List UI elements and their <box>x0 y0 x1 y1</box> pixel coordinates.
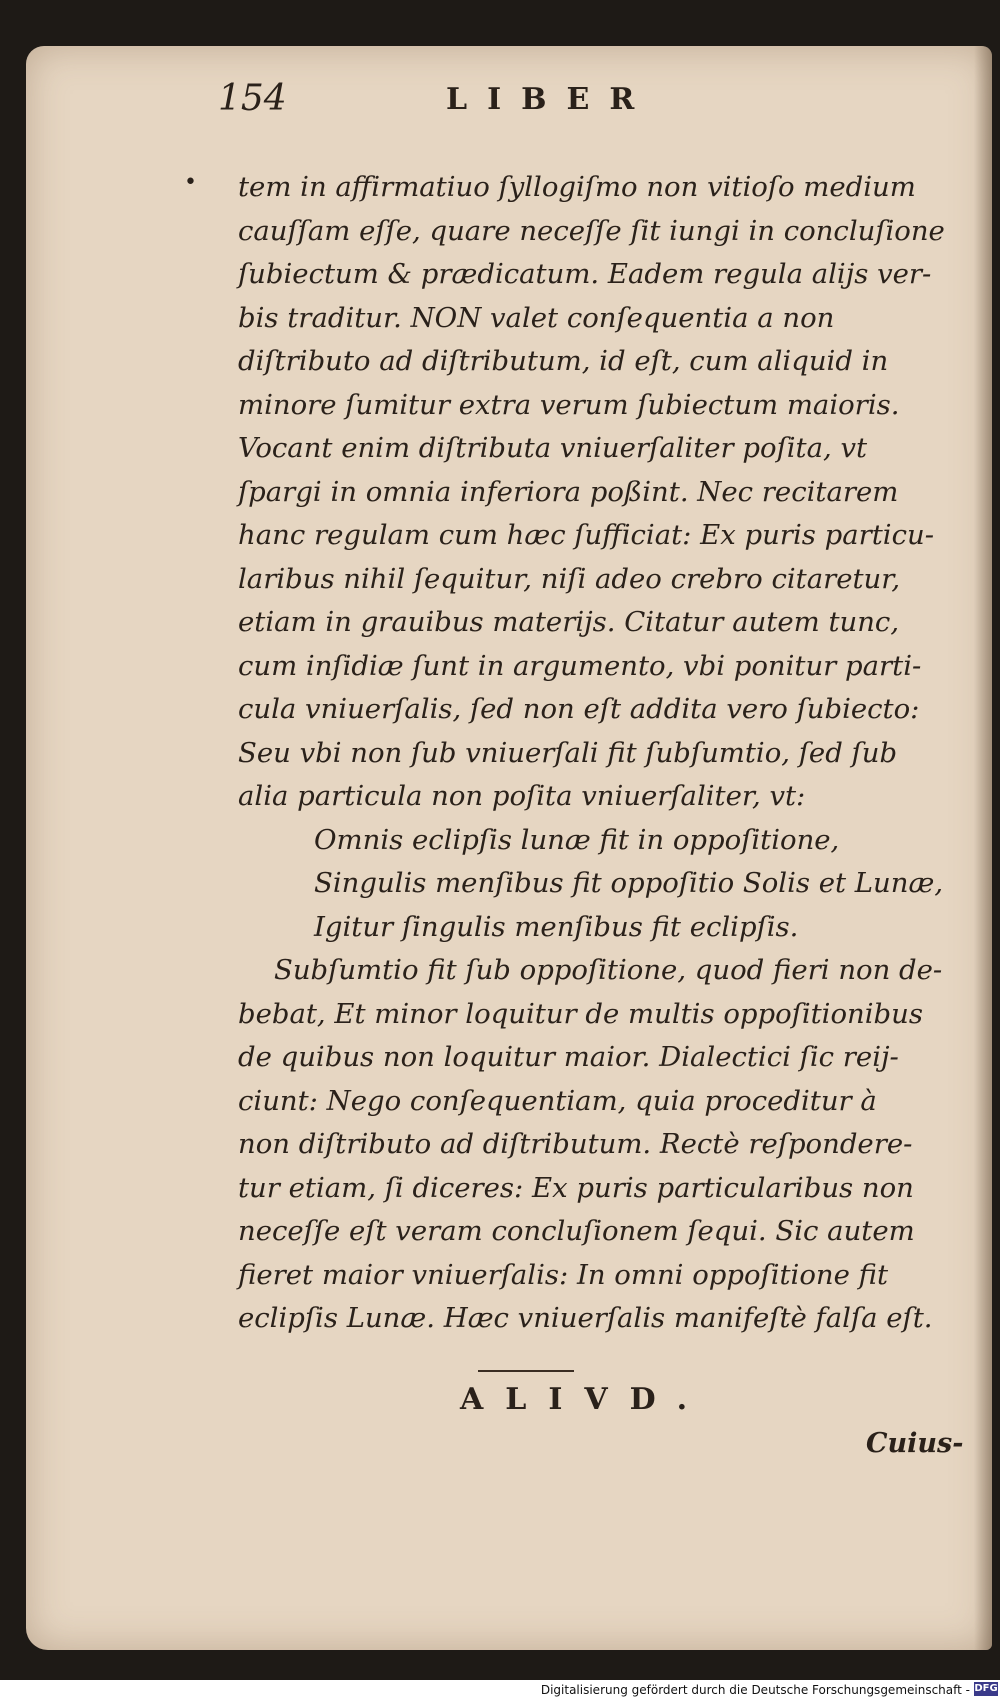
text-line: cauſſam eſſe, quare neceſſe ſit iungi in concluſione <box>238 214 945 247</box>
text-line: ciunt: Nego conſequentiam, quia proceditur à <box>238 1084 877 1117</box>
text-line: Seu vbi non ſub vniuerſali fit ſubſumtio, ſed ſub <box>238 736 898 769</box>
page-number: 154 <box>218 78 287 119</box>
text-line: alia particula non poſita vniuerſaliter, vt: <box>238 780 806 812</box>
page-catchword: Cuius- <box>866 1428 964 1459</box>
text-line: bis traditur. NON valet conſequentia a non <box>238 301 835 334</box>
page-edge-shadow <box>974 46 992 1650</box>
text-line: etiam in grauibus materijs. Citatur autem tunc, <box>238 606 900 638</box>
section-catchword: ALIVD. <box>460 1382 710 1417</box>
text-line: neceſſe eſt veram concluſionem ſequi. Sic autem <box>238 1215 915 1247</box>
footer-credit: Digitalisierung gefördert durch die Deutsche Forschungsgemeinschaft - <box>540 1683 970 1697</box>
text-line: minore ſumitur extra verum ſubiectum maioris. <box>238 388 900 421</box>
text-line: diſtributo ad diſtributum, id eſt, cum aliquid in <box>238 345 889 377</box>
margin-bullet: • <box>184 170 197 195</box>
text-line: eclipſis Lunæ. Hæc vniuerſalis manifeſtè falſa eſt. <box>238 1302 933 1334</box>
verse-line: Igitur ſingulis menſibus fit eclipſis. <box>314 910 799 943</box>
text-line: tur etiam, ſi diceres: Ex puris particularibus non <box>238 1171 914 1204</box>
text-line: cula vniuerſalis, ſed non eſt addita vero ſubiecto: <box>238 693 920 725</box>
running-head: LIBER <box>446 82 655 117</box>
text-line: ſubiectum & prædicatum. Eadem regula alijs ver- <box>238 258 932 290</box>
text-line: Vocant enim diſtributa vniuerſaliter poſita, vt <box>238 432 868 464</box>
digitization-footer <box>0 1680 1000 1700</box>
text-line: cum inſidiæ ſunt in argumento, vbi ponitur parti- <box>238 649 922 682</box>
text-line: de quibus non loquitur maior. Dialectici ſic reij- <box>238 1041 899 1073</box>
verse-line: Singulis menſibus fit oppoſitio Solis et Lunæ, <box>314 867 944 899</box>
text-line: fieret maior vniuerſalis: In omni oppoſitione fit <box>238 1258 889 1291</box>
text-line: laribus nihil ſequitur, niſi adeo crebro citaretur, <box>238 562 901 595</box>
text-line: Subſumtio fit ſub oppoſitione, quod fieri non de- <box>274 954 943 986</box>
text-line: bebat, Et minor loquitur de multis oppoſitionibus <box>238 997 923 1030</box>
text-line: non diſtributo ad diſtributum. Rectè reſponderе- <box>238 1128 913 1160</box>
body-text <box>238 166 960 1341</box>
verse-line: Omnis eclipſis lunæ fit in oppoſitione, <box>314 823 840 856</box>
text-line: ſpargi in omnia inferiora poßint. Nec recitarem <box>238 475 899 508</box>
text-line: hanc regulam cum hæc ſufficiat: Ex puris particu- <box>238 519 934 551</box>
dfg-logo: DFG <box>974 1683 998 1694</box>
catchword-rule <box>478 1370 574 1372</box>
text-line: tem in affirmatiuo ſyllogiſmo non vitioſo medium <box>238 171 916 203</box>
page-header <box>218 78 918 122</box>
